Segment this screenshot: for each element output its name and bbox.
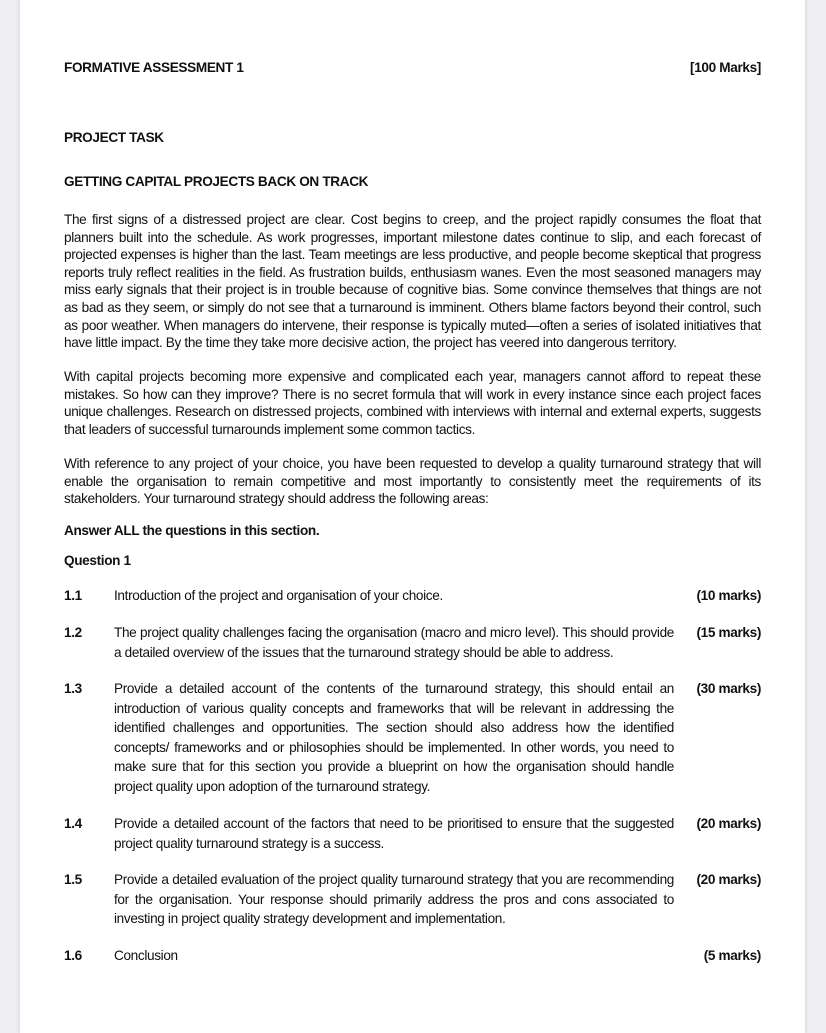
question-item — [64, 946, 761, 966]
question-number: 1.1 — [64, 588, 82, 603]
question-number: 1.6 — [64, 948, 82, 963]
question-item — [64, 679, 761, 796]
case-title: GETTING CAPITAL PROJECTS BACK ON TRACK — [64, 174, 369, 189]
question-marks: (15 marks) — [696, 625, 761, 640]
question-text: Provide a detailed account of the factors that need to be prioritised to ensure that the suggested project quality turnaround strategy is a success. — [114, 816, 674, 851]
question-number: 1.5 — [64, 872, 82, 887]
question-marks: (30 marks) — [696, 681, 761, 696]
question-marks: (20 marks) — [696, 872, 761, 887]
paragraph-intro: The first signs of a distressed project are clear. Cost begins to creep, and the project rapidly consumes the float that planners built into the schedule. As work progresses, important milestone dates continue to slip, and each forecast of projected expenses is higher than the last. Team meetings are less productive, and people become skeptical that progress reports truly reflect realities in the field. As frustration builds, enthusiasm wanes. Even the most seasoned managers may miss early signals that their project is in trouble because of cognitive bias. Some convince themselves that things are not as bad as they seem, or simply do not see that a turnaround is imminent. Others blame factors beyond their control, such as poor weather. When managers do intervene, their response is typically muted—often a series of isolated initiatives that have little impact. By the time they take more decisive action, the project has veered into dangerous territory. — [64, 212, 761, 351]
question-text: Provide a detailed evaluation of the project quality turnaround strategy that you are recommending for the organisation. Your response should primarily address the pros and cons associated to investing in project quality strategy development and implementation. — [114, 872, 674, 926]
question-marks: (10 marks) — [696, 588, 761, 603]
paragraph-context: With capital projects becoming more expensive and complicated each year, managers cannot afford to repeat these mistakes. So how can they improve? There is no secret formula that will work in every instance since each project faces unique challenges. Research on distressed projects, combined with interviews with internal and external experts, suggests that leaders of successful turnarounds implement some common tactics. — [64, 369, 761, 437]
question-heading: Question 1 — [64, 553, 131, 568]
assessment-header — [64, 60, 761, 75]
paragraph-task: With reference to any project of your choice, you have been requested to develop a quality turnaround strategy that will enable the organisation to remain competitive and most importantly to consistently meet the requirements of its stakeholders. Your turnaround strategy should address the following areas: — [64, 456, 761, 507]
question-number: 1.2 — [64, 625, 82, 640]
question-number: 1.4 — [64, 816, 82, 831]
assessment-title: FORMATIVE ASSESSMENT 1 — [64, 60, 244, 75]
question-item — [64, 623, 761, 662]
document-page — [20, 0, 805, 1033]
question-text: Provide a detailed account of the contents of the turnaround strategy, this should entail an introduction of various quality concepts and frameworks that will be relevant in addressing the identified challenges and opportunities. The section should also address how the identified concepts/ frameworks and or philosophies should be implemented. In other words, you need to make sure that for this section you provide a blueprint on how the organisation should handle project quality upon adoption of the turnaround strategy. — [114, 681, 674, 794]
instruction: Answer ALL the questions in this section. — [64, 523, 320, 538]
question-text: Introduction of the project and organisation of your choice. — [114, 588, 443, 603]
question-number: 1.3 — [64, 681, 82, 696]
question-item — [64, 586, 761, 606]
question-item — [64, 870, 761, 929]
question-marks: (5 marks) — [703, 948, 761, 963]
question-marks: (20 marks) — [696, 816, 761, 831]
question-text: Conclusion — [114, 948, 178, 963]
total-marks: [100 Marks] — [690, 60, 761, 75]
section-heading: PROJECT TASK — [64, 130, 164, 145]
question-item — [64, 814, 761, 853]
question-text: The project quality challenges facing the organisation (macro and micro level). This should provide a detailed overview of the issues that the turnaround strategy should be able to address. — [114, 625, 674, 660]
